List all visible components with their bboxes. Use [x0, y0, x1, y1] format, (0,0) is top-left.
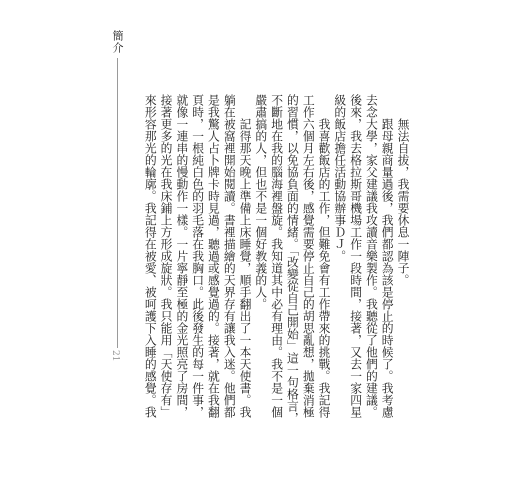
paragraph: 無法自拔，我需要休息一陣子。: [396, 117, 410, 286]
section-title: 簡介: [111, 30, 124, 54]
paragraph: 跟母親商量過後，我們都認為該是停止的時候了。我考慮去念大學，家父建議我攻讀音樂製作。我聽從了他們的建議。後來，我去格拉斯哥機場工作一段時間，接著，又去一家四星級的飯店擔任活動協辦事ＤＪ。: [332, 94, 395, 418]
page-number: 21: [110, 350, 120, 362]
paragraph: 記得那天晚上準備上床睡覺，順手翻出了一本天使書。我躺在被窩裡開始閱讀。書裡描繪的天界存有讓我入迷。他們都是我驚人占卜牌卡時見過，聽過或感覺過的。接著，就在我翻頁時，一根純白色的羽毛落在我胸口。此後發生的每一件事，就像一連串的慢動作一樣。一片寧靜至極的金光照亮了房間，接著更多的光在我床鋪上方形成旋狀。我只能用「天使存有」來形容那光的輪廓。我記得在被愛、被呵護下入睡的感覺。我: [143, 94, 253, 418]
section-divider-line: [117, 58, 118, 348]
body-text: [142, 94, 410, 426]
paragraph: 我喜歡飯店的工作，但難免會有工作帶來的挑戰。我記得工作六個月左右後，感覺需要停止自己的胡思亂想，拋棄消極的習慣，以免協負面的情緒。「改變從自己開始」這一句格言，不斷地在我的腦海裡盤旋。我知道其中必有理由。我不是一個嚴肅搞的人，但也不是一個好教義的人。: [253, 94, 332, 425]
